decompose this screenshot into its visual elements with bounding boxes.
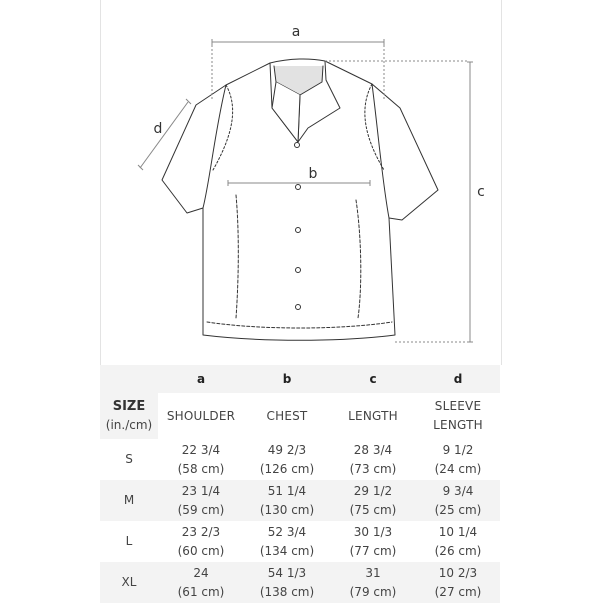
value-cm: (26 cm) xyxy=(434,543,482,558)
button-5 xyxy=(296,305,301,310)
label-b: b xyxy=(308,166,318,182)
value-cm: (58 cm) xyxy=(177,461,225,476)
value-in: 22 3/4 xyxy=(181,442,221,457)
value-cell xyxy=(158,521,244,562)
letter-a: a xyxy=(158,365,244,393)
value-cm: (61 cm) xyxy=(177,584,225,599)
size-cell: M xyxy=(100,480,158,521)
value-cm: (60 cm) xyxy=(177,543,225,558)
button-1 xyxy=(295,143,300,148)
value-cell xyxy=(330,521,416,562)
value-cell xyxy=(416,480,500,521)
value-in: 31 xyxy=(365,565,381,580)
label-a: a xyxy=(291,24,301,40)
size-cell: L xyxy=(125,534,133,548)
column-chest xyxy=(244,393,330,439)
table-row xyxy=(100,521,500,562)
value-cell xyxy=(244,562,330,603)
table-row xyxy=(100,562,500,603)
value-in: 28 3/4 xyxy=(353,442,393,457)
value-cm: (59 cm) xyxy=(177,502,225,517)
value-cm: (126 cm) xyxy=(259,461,315,476)
size-table xyxy=(100,365,500,603)
value-cell xyxy=(330,480,416,521)
value-cell xyxy=(158,439,244,480)
value-in: 49 2/3 xyxy=(267,442,307,457)
value-cm: (134 cm) xyxy=(259,543,315,558)
value-cell xyxy=(158,480,244,521)
value-in: 30 1/3 xyxy=(353,524,393,539)
value-cell xyxy=(158,562,244,603)
header-row xyxy=(100,393,500,439)
column-label: LENGTH xyxy=(433,418,483,432)
button-4 xyxy=(296,268,301,273)
value-cell xyxy=(330,562,416,603)
column-shoulder xyxy=(158,393,244,439)
value-cell xyxy=(244,439,330,480)
value-cm: (73 cm) xyxy=(349,461,397,476)
value-cm: (25 cm) xyxy=(434,502,482,517)
letter-d: d xyxy=(416,365,500,393)
value-in: 9 3/4 xyxy=(442,483,474,498)
letter-row xyxy=(100,365,500,393)
value-cm: (77 cm) xyxy=(349,543,397,558)
value-in: 10 1/4 xyxy=(438,524,478,539)
letter-b: b xyxy=(244,365,330,393)
size-cell: XL xyxy=(100,562,158,603)
size-title: SIZE xyxy=(112,399,146,414)
value-in: 23 1/4 xyxy=(181,483,221,498)
value-cell xyxy=(244,521,330,562)
letter-empty xyxy=(100,365,158,393)
value-cell xyxy=(416,521,500,562)
value-in: 29 1/2 xyxy=(353,483,393,498)
value-cell xyxy=(416,562,500,603)
label-c: c xyxy=(477,184,485,200)
value-cm: (130 cm) xyxy=(259,502,315,517)
value-cm: (138 cm) xyxy=(259,584,315,599)
size-unit: (in./cm) xyxy=(105,418,153,432)
value-in: 10 2/3 xyxy=(438,565,478,580)
letter-c: c xyxy=(330,365,416,393)
value-cell xyxy=(330,439,416,480)
column-label: SHOULDER xyxy=(166,408,236,423)
value-cm: (75 cm) xyxy=(349,502,397,517)
column-sleeve-length xyxy=(416,393,500,439)
column-label: LENGTH xyxy=(348,408,398,423)
value-cm: (27 cm) xyxy=(434,584,482,599)
label-d: d xyxy=(153,121,163,137)
value-in: 23 2/3 xyxy=(181,524,221,539)
value-cm: (24 cm) xyxy=(434,461,482,476)
button-3 xyxy=(296,228,301,233)
value-cell xyxy=(244,480,330,521)
column-length xyxy=(330,393,416,439)
size-header xyxy=(100,393,158,439)
table-row xyxy=(100,480,500,521)
column-label: SLEEVE xyxy=(434,399,482,413)
value-in: 24 xyxy=(193,565,209,580)
column-label: CHEST xyxy=(266,408,308,423)
value-in: 51 1/4 xyxy=(267,483,307,498)
size-cell: S xyxy=(125,452,133,466)
button-2 xyxy=(296,185,301,190)
table-row xyxy=(100,439,500,480)
value-cell xyxy=(416,439,500,480)
value-cm: (79 cm) xyxy=(349,584,397,599)
value-in: 9 1/2 xyxy=(442,442,474,457)
value-in: 52 3/4 xyxy=(267,524,307,539)
value-in: 54 1/3 xyxy=(267,565,307,580)
